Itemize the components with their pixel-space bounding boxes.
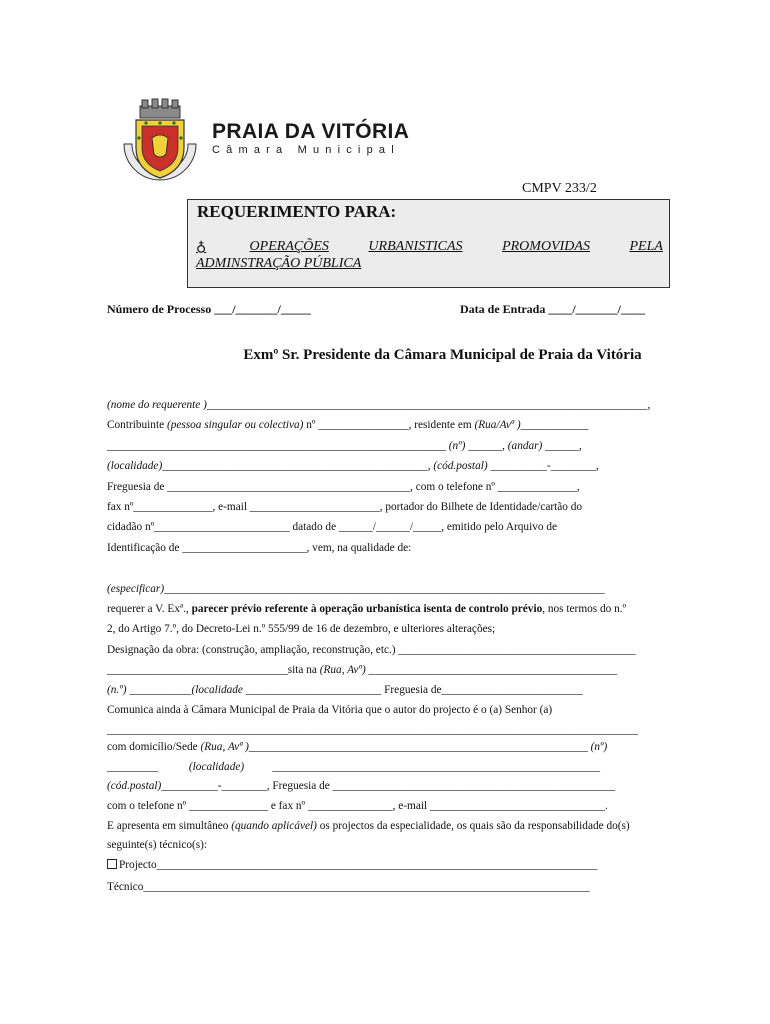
- request-word-1: OPERAÇÕES: [249, 239, 329, 254]
- author-address-line[interactable]: [107, 740, 663, 754]
- author-postal-line[interactable]: [107, 779, 663, 793]
- label: (especificar): [107, 583, 165, 595]
- blank[interactable]: _______________________________________________,: [162, 460, 434, 472]
- technicians-line: seguinte(s) técnico(s):: [107, 839, 208, 851]
- author-contact-line[interactable]: com o telefone nº ______________ e fax nº _______________, e-mail _______________________________.: [107, 800, 608, 812]
- label: (andar): [507, 440, 543, 452]
- brand-logo: [212, 121, 409, 156]
- request-line-1: [196, 239, 663, 256]
- parish-phone-line[interactable]: Freguesia de ___________________________________________, com o telefone nº ______________,: [107, 481, 580, 493]
- fax-email-line[interactable]: fax nº______________, e-mail _______________________, portador do Bilhete de Identidade/cartão do: [107, 501, 583, 513]
- label-applicant-name: (nome do requerente ): [107, 399, 207, 411]
- applicant-name-line[interactable]: [107, 398, 663, 412]
- label: (pessoa singular ou colectiva): [166, 419, 304, 431]
- label: Projecto: [119, 859, 157, 871]
- label: Técnico: [107, 881, 144, 893]
- process-number-field[interactable]: Número de Processo ___/_______/_____: [107, 302, 311, 316]
- blank[interactable]: ______,: [465, 440, 508, 452]
- request-word-2: URBANISTICAS: [368, 239, 463, 254]
- label: (nº): [448, 440, 466, 452]
- blank[interactable]: __________-________, Freguesia de __________________________________________________: [161, 780, 616, 792]
- project-line[interactable]: [107, 858, 663, 872]
- blank[interactable]: _______________________________________________________________________________: [143, 881, 590, 893]
- work-designation-line[interactable]: Designação da obra: (construção, ampliação, reconstrução, etc.) __________________________________________: [107, 644, 636, 656]
- author-name-line[interactable]: ______________________________________________________________________________________________: [107, 724, 638, 736]
- blank[interactable]: ____________: [520, 419, 589, 431]
- blank[interactable]: ____________________________________________: [365, 664, 618, 676]
- legal-reference-line: 2, do Artigo 7.º, do Decreto-Lei n.º 555/99 de 16 de dezembro, e ulteriores alterações;: [107, 623, 496, 635]
- label: (Rua, Avº): [319, 664, 366, 676]
- request-word-3: PROMOVIDAS: [502, 239, 590, 254]
- text: (quando aplicável): [231, 820, 317, 832]
- blank[interactable]: ___________: [126, 684, 192, 696]
- request-title: REQUERIMENTO PARA:: [197, 202, 397, 221]
- specialty-projects-line: [107, 819, 663, 833]
- label: (localidade: [191, 684, 243, 696]
- text: os projectos da especialidade, os quais são da responsabilidade do(s): [316, 820, 630, 832]
- label: Contribuinte: [107, 419, 167, 431]
- label: (localidade): [188, 761, 245, 773]
- label: (localidade): [107, 460, 163, 472]
- label: (cód.postal): [433, 460, 488, 472]
- request-word-4: PELA: [629, 239, 663, 254]
- checkbox-icon[interactable]: [107, 859, 117, 869]
- form-code: CMPV 233/2: [522, 181, 597, 196]
- brand-subtitle: Câmara Municipal: [212, 144, 400, 156]
- brand-name: PRAIA DA VITÓRIA: [212, 120, 410, 143]
- entry-date-field[interactable]: Data de Entrada ____/_______/____: [460, 302, 646, 316]
- citizen-id-line[interactable]: cidadão nº________________________ datado de ______/______/_____, emitido pelo Arquivo de: [107, 521, 557, 533]
- address-line[interactable]: [107, 439, 663, 453]
- blank[interactable]: ______,: [542, 440, 582, 452]
- request-box: [187, 199, 670, 288]
- technician-line[interactable]: [107, 880, 663, 894]
- text-bold: parecer prévio referente à operação urbanística isenta de controlo prévio: [191, 603, 543, 615]
- author-locality-line[interactable]: [107, 760, 663, 774]
- operation-symbol-icon: ♁: [196, 240, 207, 255]
- blank[interactable]: nº ________________, residente em: [303, 419, 475, 431]
- salutation: Exmº Sr. Presidente da Câmara Municipal de Praia da Vitória: [243, 347, 642, 363]
- label: (cód.postal): [107, 780, 162, 792]
- label: (Rua, Avª ): [200, 741, 249, 753]
- blank[interactable]: ________________________ Freguesia de_________________________: [242, 684, 583, 696]
- work-number-locality-line[interactable]: [107, 683, 663, 697]
- taxpayer-line[interactable]: [107, 418, 663, 432]
- text: , nos termos do n.º: [542, 603, 627, 615]
- blank[interactable]: __________________________________________________________: [244, 761, 600, 773]
- label: (nº): [587, 741, 608, 753]
- municipal-seal-icon: [118, 98, 202, 192]
- label: (n.º): [107, 684, 127, 696]
- specify-line[interactable]: [107, 582, 663, 596]
- blank[interactable]: ____________________________________________________________: [107, 440, 449, 452]
- blank[interactable]: ______________________________________________________________________________: [156, 859, 598, 871]
- text: requerer a V. Exª.,: [107, 603, 192, 615]
- work-location-line[interactable]: [107, 663, 663, 677]
- identification-line[interactable]: Identificação de ______________________, vem, na qualidade de:: [107, 542, 412, 554]
- request-text-line: [107, 602, 663, 616]
- author-statement-line: Comunica ainda à Câmara Municipal de Praia da Vitória que o autor do projecto é o (a) Senhor (a): [107, 704, 553, 716]
- request-line-2: ADMINSTRAÇÃO PÚBLICA: [196, 256, 362, 271]
- locality-line[interactable]: [107, 459, 663, 473]
- blank[interactable]: ________________________________sita na: [107, 664, 320, 676]
- label: com domicílio/Sede: [107, 741, 201, 753]
- blank[interactable]: ____________________________________________________________: [248, 741, 588, 753]
- blank[interactable]: _________: [107, 761, 189, 773]
- text: E apresenta em simultâneo: [107, 820, 232, 832]
- label: (Rua/Avª ): [474, 419, 521, 431]
- blank[interactable]: ______________________________________________________________________________: [164, 583, 605, 595]
- blank[interactable]: ______________________________________________________________________________,: [206, 399, 651, 411]
- blank[interactable]: __________-________,: [487, 460, 599, 472]
